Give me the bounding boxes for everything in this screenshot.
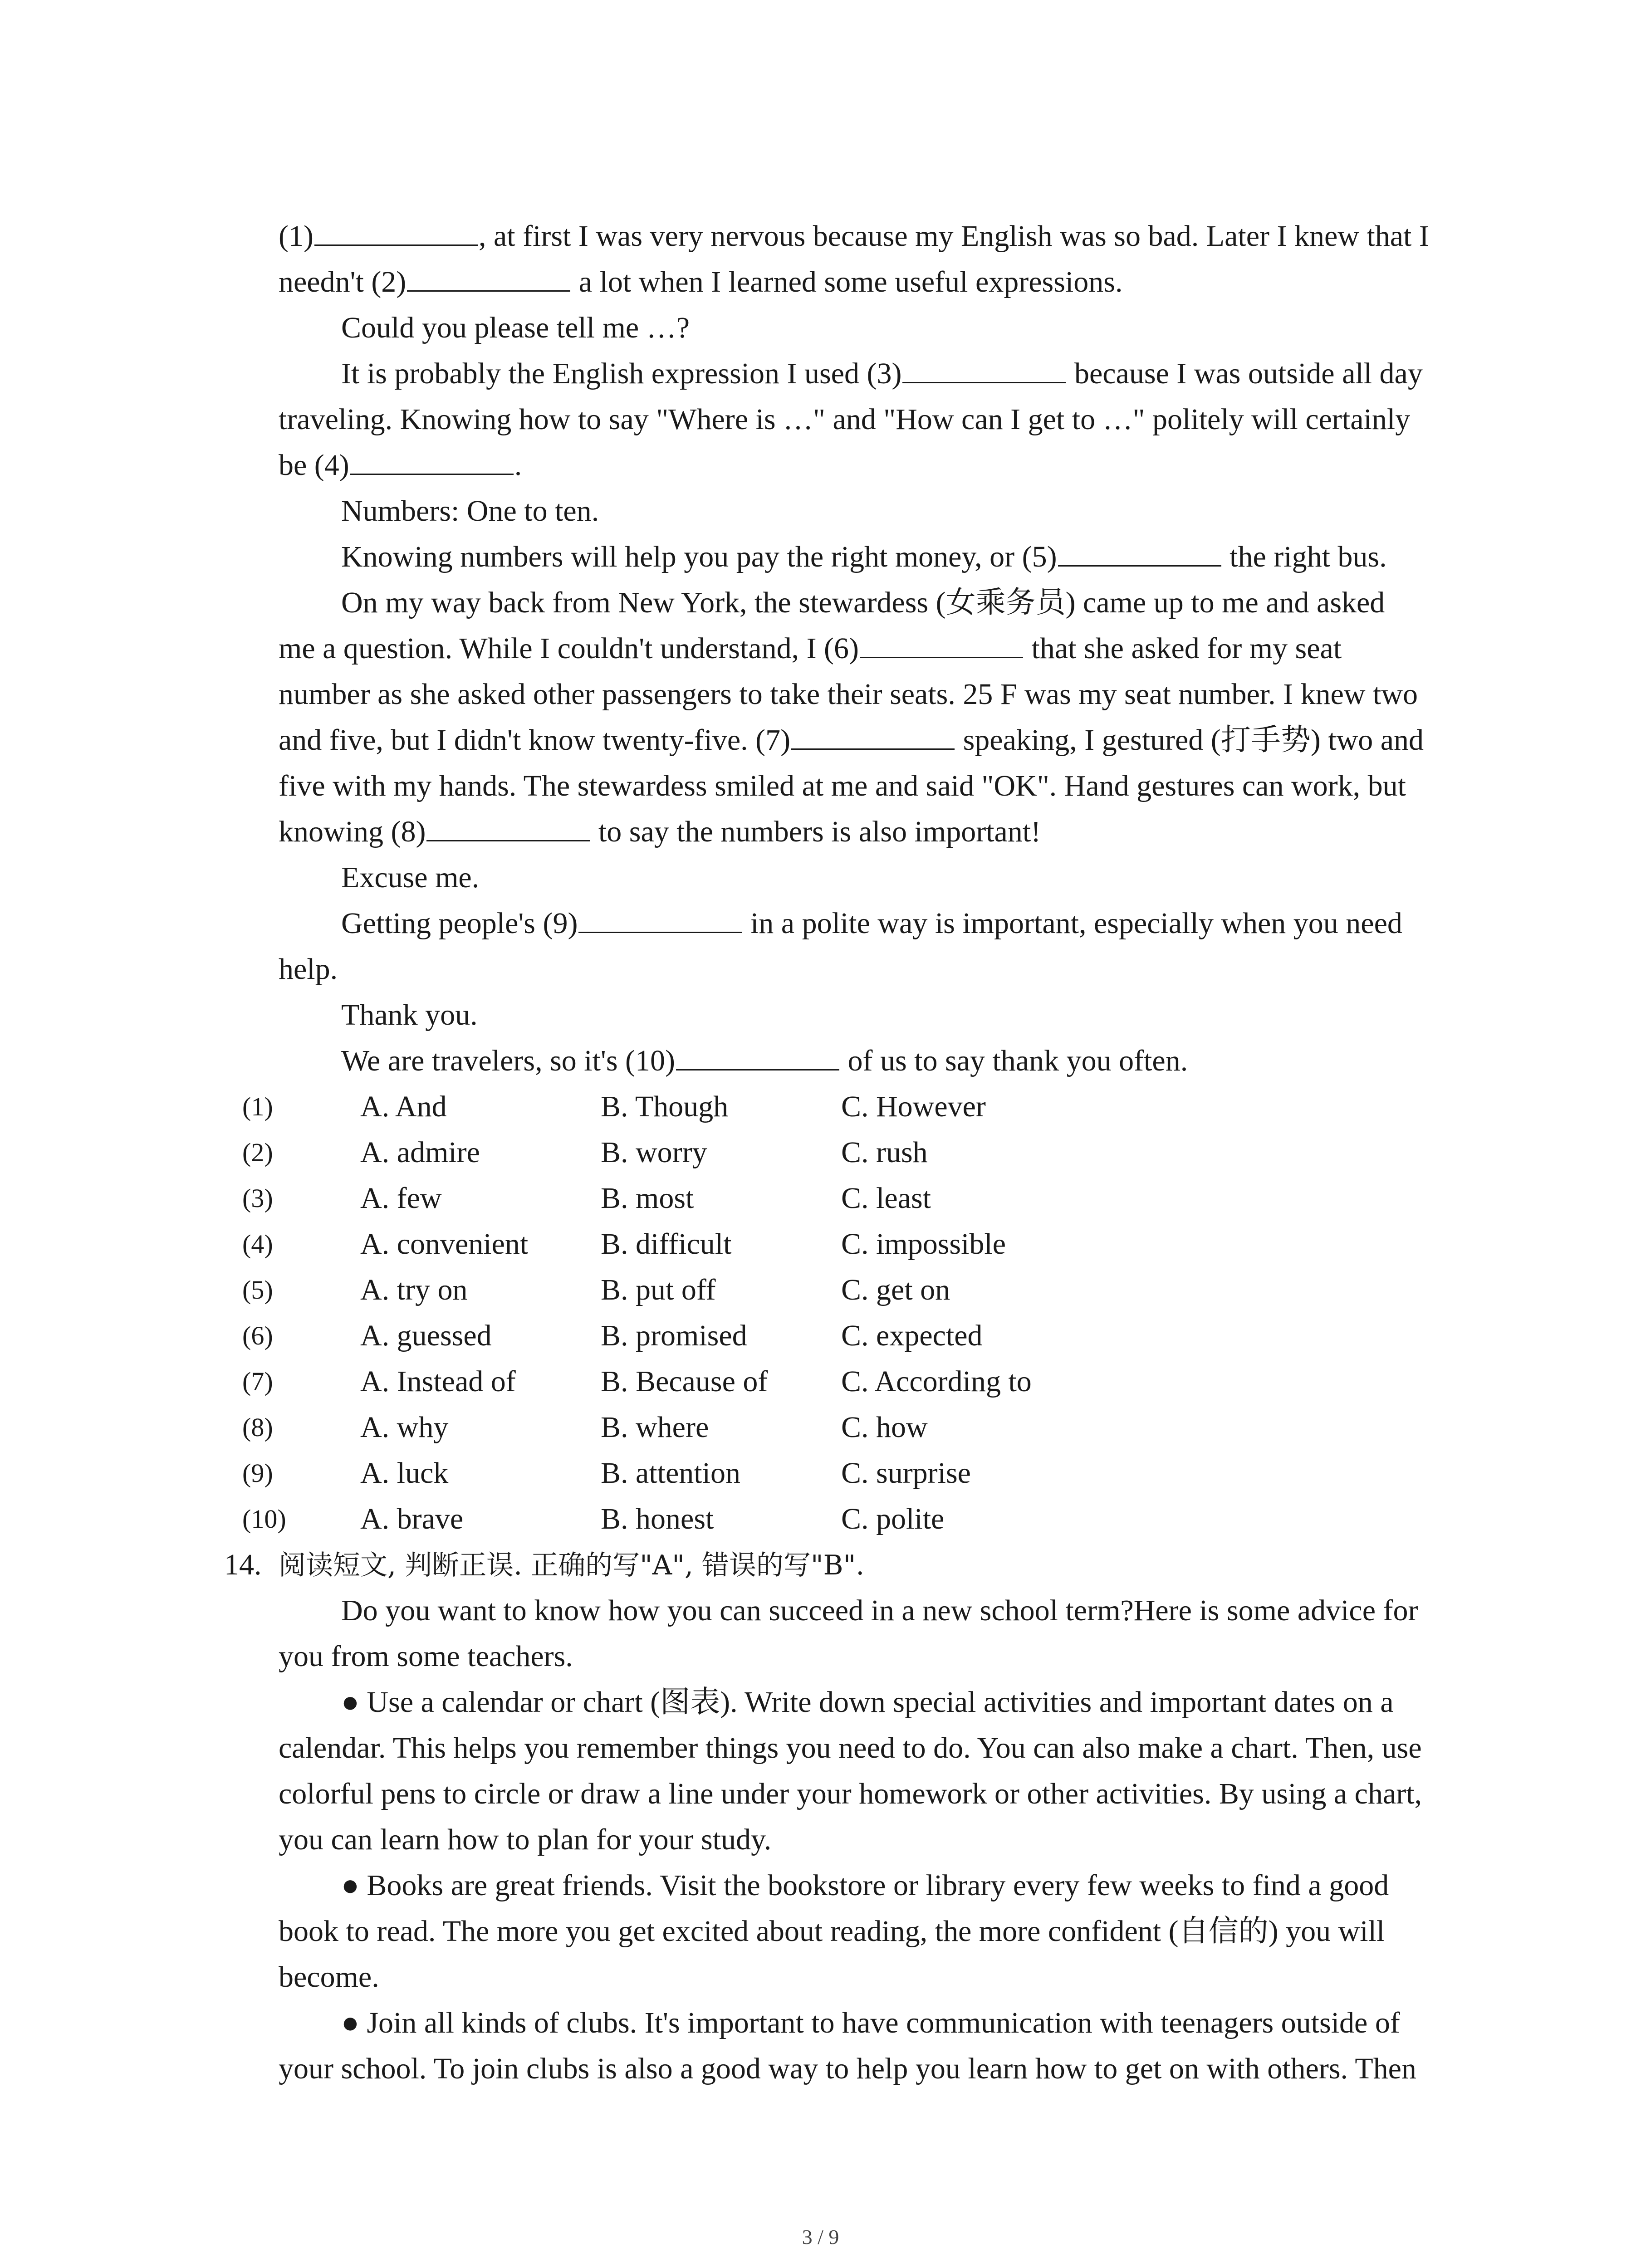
passage-line: Excuse me. bbox=[341, 861, 480, 894]
passage-line: Could you please tell me …? bbox=[341, 311, 690, 344]
option-c[interactable]: C. According to bbox=[841, 1365, 1032, 1398]
answer-options bbox=[242, 1084, 1458, 1542]
passage-line: you can learn how to plan for your study. bbox=[279, 1823, 772, 1856]
option-row bbox=[242, 1129, 1458, 1175]
option-b[interactable]: B. promised bbox=[601, 1319, 747, 1352]
answer-blank-9[interactable] bbox=[578, 904, 742, 933]
passage-line: Thank you. bbox=[341, 998, 478, 1031]
option-row bbox=[242, 1404, 1458, 1450]
option-c[interactable]: C. impossible bbox=[841, 1227, 1006, 1261]
answer-blank-5[interactable] bbox=[1058, 537, 1221, 567]
answer-blank-1[interactable] bbox=[314, 216, 478, 246]
option-number: (8) bbox=[242, 1413, 273, 1442]
option-number: (7) bbox=[242, 1367, 273, 1396]
question-14-heading bbox=[224, 1542, 1458, 1588]
option-b[interactable]: B. Though bbox=[601, 1090, 729, 1123]
option-number: (3) bbox=[242, 1183, 273, 1213]
option-c[interactable]: C. least bbox=[841, 1182, 931, 1215]
option-a[interactable]: A. Instead of bbox=[360, 1365, 516, 1398]
passage-line: We are travelers, so it's (10) of us to say thank you often. bbox=[279, 1038, 1458, 1084]
option-b[interactable]: B. difficult bbox=[601, 1227, 732, 1261]
passage-line: ● Join all kinds of clubs. It's important to have communication with teenagers outside of bbox=[341, 2006, 1400, 2039]
question-instruction: 阅读短文, 判断正误. 正确的写"A", 错误的写"B". bbox=[279, 1549, 865, 1581]
passage-line: become. bbox=[279, 1960, 379, 1994]
option-a[interactable]: A. try on bbox=[360, 1273, 468, 1306]
option-number: (6) bbox=[242, 1321, 273, 1350]
option-row bbox=[242, 1313, 1458, 1359]
passage-line: five with my hands. The stewardess smiled at me and said "OK". Hand gestures can work, but bbox=[279, 769, 1406, 802]
option-b[interactable]: B. Because of bbox=[601, 1365, 768, 1398]
passage-line: (1) , at first I was very nervous because my English was so bad. Later I knew that I bbox=[279, 213, 1458, 259]
option-row bbox=[242, 1450, 1458, 1496]
passage-line: you from some teachers. bbox=[279, 1640, 573, 1673]
option-a[interactable]: A. few bbox=[360, 1182, 442, 1215]
option-row bbox=[242, 1496, 1458, 1542]
passage-line: be (4) . bbox=[279, 442, 1458, 488]
passage-line: Knowing numbers will help you pay the right money, or (5) the right bus. bbox=[279, 534, 1458, 580]
option-row bbox=[242, 1267, 1458, 1313]
passage-line: needn't (2) a lot when I learned some useful expressions. bbox=[279, 259, 1458, 305]
option-row bbox=[242, 1175, 1458, 1221]
passage-line: traveling. Knowing how to say "Where is …" and "How can I get to …" politely will certainly bbox=[279, 403, 1411, 436]
passage-line: your school. To join clubs is also a good way to help you learn how to get on with others. Then bbox=[279, 2052, 1416, 2085]
option-b[interactable]: B. most bbox=[601, 1182, 694, 1215]
option-number: (4) bbox=[242, 1229, 273, 1259]
passage-line: book to read. The more you get excited about reading, the more confident (自信的) you will bbox=[279, 1915, 1385, 1948]
option-row bbox=[242, 1359, 1458, 1404]
passage-line: Getting people's (9) in a polite way is important, especially when you need bbox=[279, 900, 1458, 946]
option-a[interactable]: A. guessed bbox=[360, 1319, 492, 1352]
option-b[interactable]: B. put off bbox=[601, 1273, 716, 1306]
option-a[interactable]: A. luck bbox=[360, 1457, 449, 1490]
answer-blank-7[interactable] bbox=[791, 720, 955, 750]
option-c[interactable]: C. expected bbox=[841, 1319, 983, 1352]
question-number: 14. bbox=[224, 1548, 262, 1581]
answer-blank-6[interactable] bbox=[860, 629, 1023, 658]
option-number: (2) bbox=[242, 1138, 273, 1167]
option-a[interactable]: A. convenient bbox=[360, 1227, 529, 1261]
document-body bbox=[224, 213, 1458, 2092]
passage-line: ● Use a calendar or chart (图表). Write down special activities and important dates on a bbox=[341, 1686, 1394, 1719]
answer-blank-8[interactable] bbox=[426, 812, 590, 841]
option-c[interactable]: C. However bbox=[841, 1090, 986, 1123]
option-number: (5) bbox=[242, 1275, 273, 1305]
passage-line: me a question. While I couldn't understand, I (6) that she asked for my seat bbox=[279, 626, 1458, 671]
option-c[interactable]: C. polite bbox=[841, 1502, 945, 1535]
option-row bbox=[242, 1084, 1458, 1129]
option-a[interactable]: A. And bbox=[360, 1090, 447, 1123]
answer-blank-4[interactable] bbox=[350, 445, 514, 475]
option-a[interactable]: A. admire bbox=[360, 1136, 480, 1169]
option-b[interactable]: B. where bbox=[601, 1411, 709, 1444]
passage-line: knowing (8) to say the numbers is also important! bbox=[279, 809, 1458, 855]
option-c[interactable]: C. how bbox=[841, 1411, 928, 1444]
passage-line: On my way back from New York, the stewardess (女乘务员) came up to me and asked bbox=[341, 586, 1385, 619]
passage-line: number as she asked other passengers to take their seats. 25 F was my seat number. I knew two bbox=[279, 678, 1418, 711]
passage-line: and five, but I didn't know twenty-five. (7) speaking, I gestured (打手势) two and bbox=[279, 717, 1458, 763]
option-c[interactable]: C. rush bbox=[841, 1136, 928, 1169]
answer-blank-10[interactable] bbox=[676, 1041, 839, 1070]
passage-line: It is probably the English expression I used (3) because I was outside all day bbox=[279, 351, 1458, 396]
option-row bbox=[242, 1221, 1458, 1267]
passage-line: help. bbox=[279, 953, 338, 986]
option-number: (9) bbox=[242, 1458, 273, 1488]
passage-line: ● Books are great friends. Visit the bookstore or library every few weeks to find a good bbox=[341, 1869, 1389, 1902]
option-c[interactable]: C. surprise bbox=[841, 1457, 971, 1490]
option-a[interactable]: A. why bbox=[360, 1411, 449, 1444]
option-c[interactable]: C. get on bbox=[841, 1273, 950, 1306]
passage-line: colorful pens to circle or draw a line under your homework or other activities. By using a chart, bbox=[279, 1777, 1422, 1810]
option-number: (10) bbox=[242, 1504, 286, 1534]
option-a[interactable]: A. brave bbox=[360, 1502, 464, 1535]
passage-line: calendar. This helps you remember things you need to do. You can also make a chart. Then, use bbox=[279, 1731, 1422, 1765]
answer-blank-3[interactable] bbox=[902, 354, 1066, 383]
passage-line: Do you want to know how you can succeed in a new school term?Here is some advice for bbox=[341, 1594, 1418, 1627]
option-b[interactable]: B. attention bbox=[601, 1457, 740, 1490]
passage-line: Numbers: One to ten. bbox=[341, 494, 599, 528]
option-number: (1) bbox=[242, 1092, 273, 1121]
option-b[interactable]: B. honest bbox=[601, 1502, 714, 1535]
answer-blank-2[interactable] bbox=[407, 262, 570, 292]
option-b[interactable]: B. worry bbox=[601, 1136, 707, 1169]
page-number: 3 / 9 bbox=[802, 2225, 839, 2248]
